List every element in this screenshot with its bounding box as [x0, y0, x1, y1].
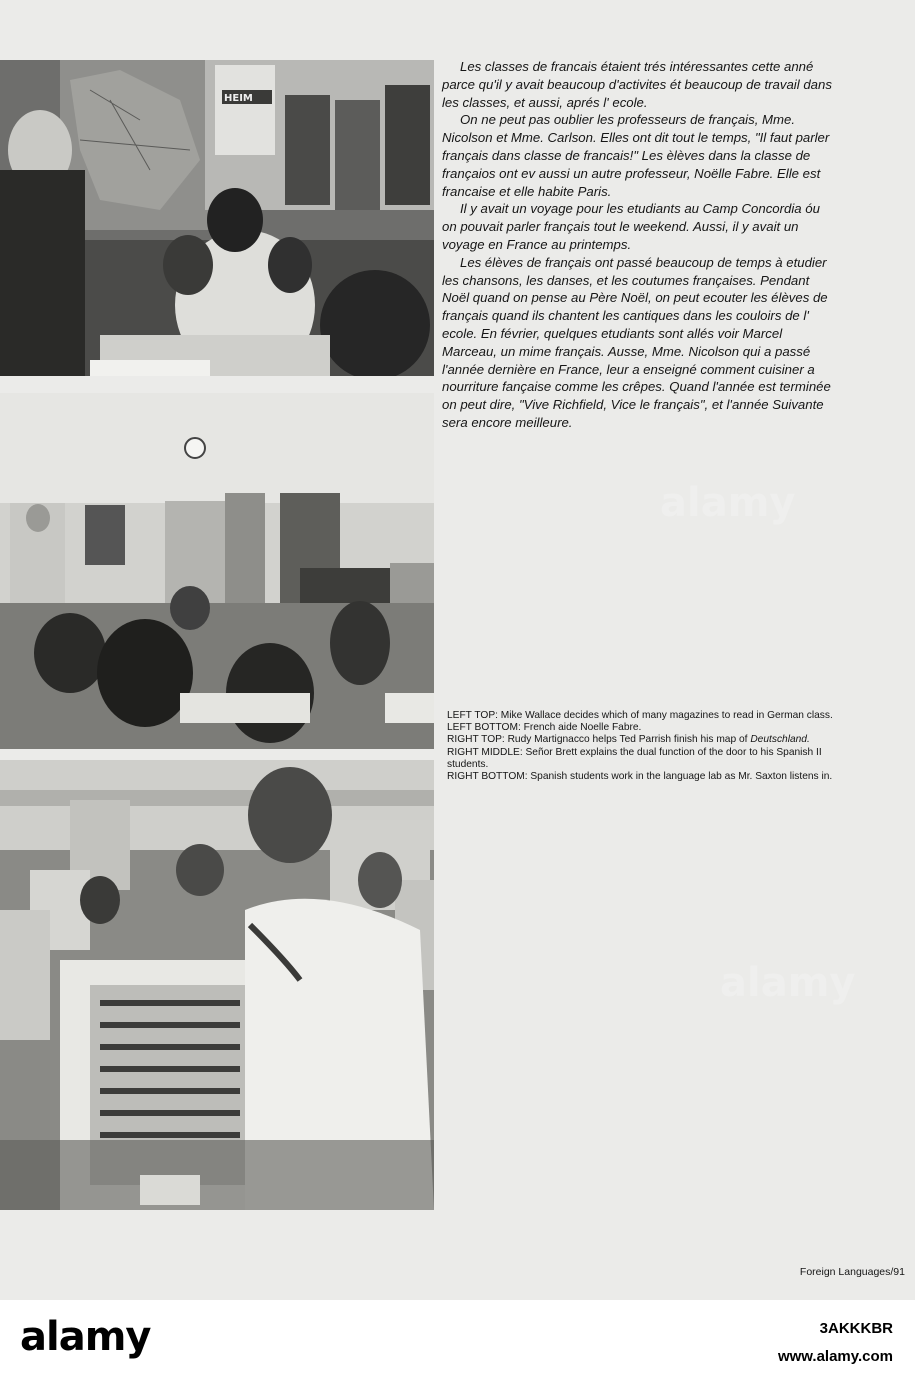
caption-left-bottom: LEFT BOTTOM: French aide Noelle Fabre.: [447, 722, 642, 734]
stock-logo: alamy: [20, 1314, 151, 1360]
stock-footer-bar: [0, 1300, 915, 1390]
caption-right-top-italic: Deutschland.: [750, 734, 810, 746]
stock-url: www.alamy.com: [777, 1348, 893, 1365]
article-paragraph-3: Il y avait un voyage pour les etudiants au Camp Concordia óu on pouvait parler français tout le weekend. Aussi, il y avait un voyage en France au printemps.: [442, 201, 820, 252]
photo-german-class-image: [0, 60, 434, 376]
photo-language-lab-image: [0, 760, 434, 1210]
stock-watermark: alamy: [660, 480, 796, 526]
poster-sign-text: HEIM: [224, 93, 253, 104]
photo-language-lab: [0, 760, 434, 1210]
caption-right-bottom: RIGHT BOTTOM: Spanish students work in the language lab as Mr. Saxton listens in.: [447, 771, 833, 783]
caption-right-top: [447, 734, 847, 746]
photo-captions: [447, 710, 847, 783]
caption-right-top-text: RIGHT TOP: Rudy Martignacco helps Ted Parrish finish his map of: [447, 734, 748, 746]
photo-spanish-class-image: [0, 393, 434, 749]
article-paragraph-4: Les élèves de français ont passé beaucoup de temps à etudier les chansons, les danses, et les coutumes françaises. Pendant Noël quand on pense au Père Noël, on peut ecouter les élèves de français quand ils chantent les cantiques dans les couloirs de l' ecole. En février, quelques etudiants sont allés voir Marcel Marceau, un mime français. Ausse, Mme. Nicolson qui a passé l'année dernière en France, leur a enseigné comment cuisiner a nourriture fançaise comme les crêpes. Quand l'année est terminée on peut dire, "Vive Richfield, Vice le français", et l'année Suivante sera encore meilleure.: [442, 254, 831, 430]
article-body: [442, 58, 832, 432]
page-folio: Foreign Languages/91: [799, 1266, 905, 1278]
article-paragraph-1: Les classes de francais étaient trés intéressantes cette anné parce qu'il y avait beaucoup d'activites ét beaucoup de travail dans les classes, et aussi, aprés l' ecole.: [442, 59, 832, 110]
caption-right-middle: RIGHT MIDDLE: Señor Brett explains the dual function of the door to his Spanish II students.: [447, 746, 822, 770]
caption-left-top: LEFT TOP: Mike Wallace decides which of many magazines to read in German class.: [447, 710, 833, 721]
photo-german-class: [0, 60, 434, 376]
stock-watermark-2: alamy: [720, 960, 856, 1006]
photo-spanish-class: [0, 393, 434, 749]
stock-image-id: 3AKKKBR: [819, 1320, 893, 1337]
article-paragraph-2: On ne peut pas oublier les professeurs de français, Mme. Nicolson et Mme. Carlson. Elles ont dit tout le temps, "Il faut parler français dans classe de francais!" Les èlèves dans la classe de françaios ont ev aussi un autre professeur, Noëlle Fabre. Elle est francaise et elle habite Paris.: [442, 112, 830, 199]
